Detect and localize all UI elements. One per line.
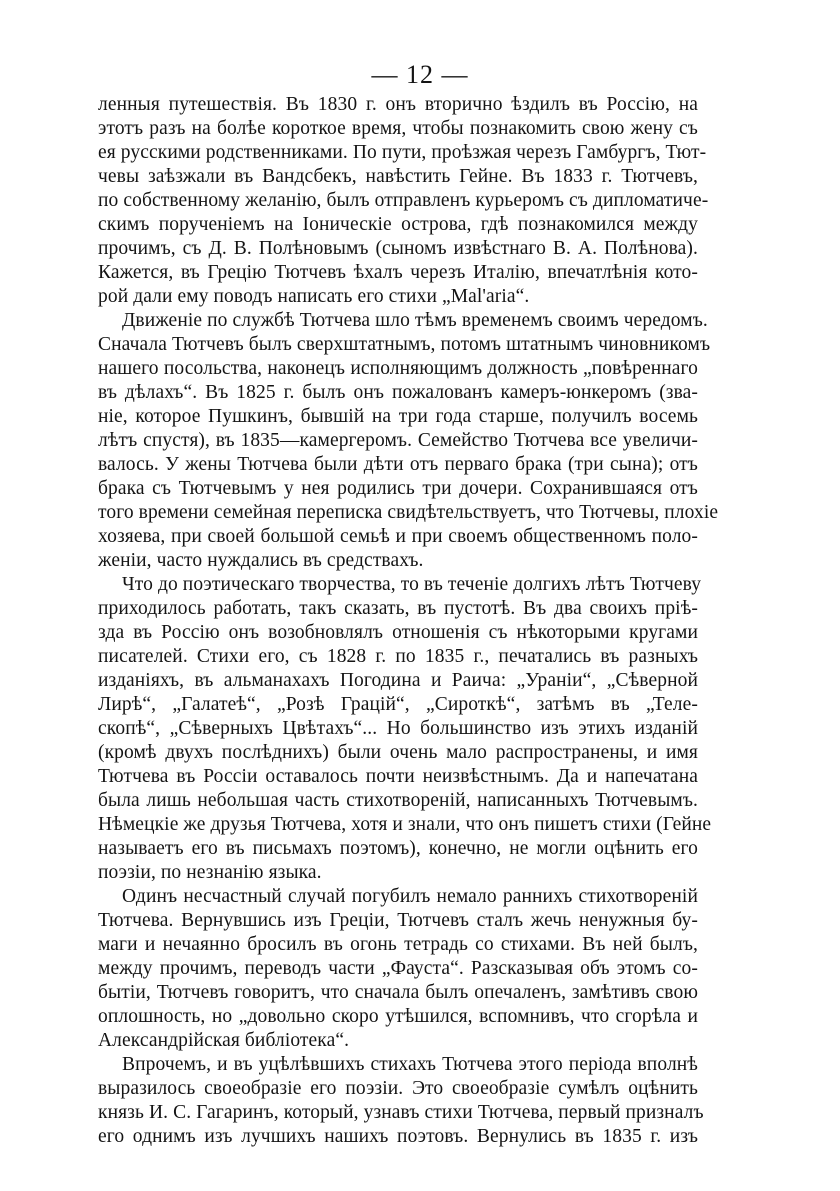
- paragraph: [98, 309, 719, 573]
- text-line: (кромѣ двухъ послѣднихъ) были очень мало распространены, и имя: [98, 742, 698, 763]
- text-line: того времени семейная переписка свидѣтельствуетъ, что Тютчевы, плохіе: [98, 502, 719, 523]
- paragraph: [98, 93, 709, 309]
- text-line: оплошность, но „довольно скоро утѣшился, вспомнивъ, что сгорѣла и: [98, 1006, 698, 1027]
- text-line: Впрочемъ, и въ уцѣлѣвшихъ стихахъ Тютчева этого періода вполнѣ: [122, 1054, 698, 1075]
- text-line: приходилось работать, такъ сказать, въ пустотѣ. Въ два своихъ пріѣ-: [98, 598, 698, 619]
- text-line: валось. У жены Тютчева были дѣти отъ перваго брака (три сына); отъ: [98, 454, 698, 475]
- text-line: зда въ Россію онъ возобновлялъ отношенія съ нѣкоторыми кругами: [98, 622, 698, 643]
- text-line: Сначала Тютчевъ былъ сверхштатнымъ, потомъ штатнымъ чиновникомъ: [98, 334, 711, 355]
- text-line: Лирѣ“, „Галатеѣ“, „Розѣ Грацій“, „Сироткѣ“, затѣмъ въ „Теле-: [98, 694, 698, 715]
- paragraph: [98, 1053, 704, 1149]
- paragraph: [98, 885, 698, 1053]
- text-line: Одинъ несчастный случай погубилъ немало раннихъ стихотвореній: [122, 886, 698, 907]
- text-line: Тютчева. Вернувшись изъ Греціи, Тютчевъ сталъ жечь ненужныя бу-: [98, 910, 698, 931]
- page-number: — 12 —: [371, 60, 469, 89]
- text-line: хозяева, при своей большой семьѣ и при своемъ общественномъ поло-: [98, 526, 698, 547]
- text-line: нашего посольства, наконецъ исполняющимъ должность „повѣреннаго: [98, 358, 698, 379]
- text-line: его однимъ изъ лучшихъ нашихъ поэтовъ. Вернулись въ 1835 г. изъ: [98, 1126, 698, 1147]
- text-line: писателей. Стихи его, съ 1828 г. по 1835 г., печатались въ разныхъ: [98, 646, 698, 667]
- text-line: называетъ его въ письмахъ поэтомъ), конечно, не могли оцѣнить его: [98, 838, 698, 859]
- text-line: скимъ порученіемъ на Іоническіе острова, гдѣ познакомился между: [98, 214, 698, 235]
- text-line: князь И. С. Гагаринъ, который, узнавъ стихи Тютчева, первый призналъ: [98, 1102, 704, 1123]
- text-line: по собственному желанію, былъ отправленъ курьеромъ съ дипломатиче-: [98, 190, 709, 211]
- paragraph: [98, 573, 712, 885]
- text-line: прочимъ, съ Д. В. Полѣновымъ (сыномъ извѣстнаго В. А. Полѣнова).: [98, 238, 698, 259]
- text-line: Тютчева въ Россіи оставалось почти неизвѣстнымъ. Да и напечатана: [98, 766, 698, 787]
- body-text: [98, 93, 719, 1149]
- text-line: Что до поэтическаго творчества, то въ теченіе долгихъ лѣтъ Тютчеву: [122, 574, 702, 595]
- text-line: между прочимъ, переводъ части „Фауста“. Разсказывая объ этомъ со-: [98, 958, 698, 979]
- text-line: изданіяхъ, въ альманахахъ Погодина и Раича: „Ураніи“, „Сѣверной: [98, 670, 698, 691]
- text-line: ніе, которое Пушкинъ, бывшій на три года старше, получилъ восемь: [98, 406, 698, 427]
- text-line: лѣтъ спустя), въ 1835—камергеромъ. Семейство Тютчева все увеличи-: [98, 430, 698, 451]
- text-line: рой дали ему поводъ написать его стихи „Mal'aria“.: [98, 286, 530, 307]
- text-line: Движеніе по службѣ Тютчева шло тѣмъ временемъ своимъ чередомъ.: [122, 310, 708, 331]
- text-line: поэзіи, по незнанію языка.: [98, 862, 322, 883]
- text-line: выразилось своеобразіе его поэзіи. Это своеобразіе сумѣлъ оцѣнить: [98, 1078, 698, 1099]
- text-line: бытіи, Тютчевъ говоритъ, что сначала былъ опечаленъ, замѣтивъ свою: [98, 982, 698, 1003]
- text-line: этотъ разъ на болѣе короткое время, чтобы познакомить свою жену съ: [98, 118, 698, 139]
- text-line: брака съ Тютчевымъ у нея родились три дочери. Сохранившаяся отъ: [98, 478, 698, 499]
- text-line: Александрійская библіотека“.: [98, 1030, 350, 1051]
- text-line: ея русскими родственниками. По пути, проѣзжая черезъ Гамбургъ, Тют-: [98, 142, 707, 163]
- text-line: скопѣ“, „Сѣверныхъ Цвѣтахъ“... Но большинство изъ этихъ изданій: [98, 718, 698, 739]
- text-line: чевы заѣзжали въ Вандсбекъ, навѣстить Гейне. Въ 1833 г. Тютчевъ,: [98, 166, 698, 187]
- text-line: Нѣмецкіе же друзья Тютчева, хотя и знали, что онъ пишетъ стихи (Гейне: [98, 814, 712, 835]
- text-line: въ дѣлахъ“. Въ 1825 г. былъ онъ пожалованъ камеръ-юнкеромъ (зва-: [98, 382, 698, 403]
- text-line: была лишь небольшая часть стихотвореній, написанныхъ Тютчевымъ.: [98, 790, 698, 811]
- text-line: ленныя путешествія. Въ 1830 г. онъ вторично ѣздилъ въ Россію, на: [98, 94, 698, 115]
- text-line: маги и нечаянно бросилъ въ огонь тетрадь со стихами. Въ ней былъ,: [98, 934, 698, 955]
- text-line: женіи, часто нуждались въ средствахъ.: [98, 550, 424, 571]
- text-line: Кажется, въ Грецію Тютчевъ ѣхалъ черезъ Италію, впечатлѣнія кото-: [98, 262, 698, 283]
